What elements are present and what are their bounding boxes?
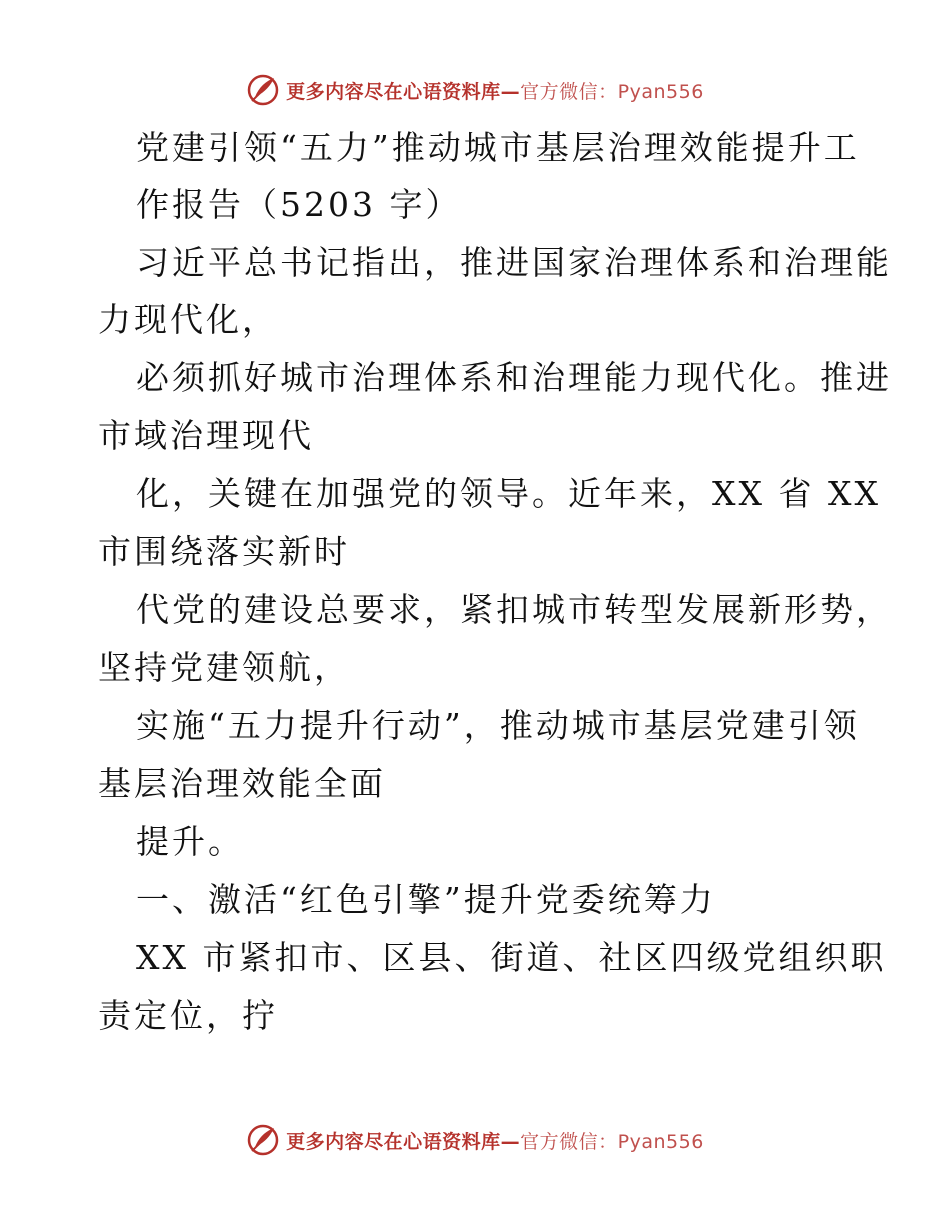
watermark-text: 更多内容尽在心语资料库— xyxy=(286,80,521,103)
paragraph-line: 市围绕落实新时 xyxy=(98,532,350,571)
paragraph-line: 基层治理效能全面 xyxy=(98,764,386,803)
watermark-wechat: 官方微信：Pyan556 xyxy=(520,1130,704,1153)
document-title-line: 作报告（5203 字） xyxy=(136,185,462,224)
paragraph-line: 坚持党建领航， xyxy=(98,648,350,687)
paragraph-line: 责定位，拧 xyxy=(98,996,278,1035)
paragraph-line: 市域治理现代 xyxy=(98,416,314,455)
paragraph-line: 实施“五力提升行动”，推动城市基层党建引领 xyxy=(136,706,860,745)
paragraph-line: 提升。 xyxy=(136,822,244,861)
document-title-line: 党建引领“五力”推动城市基层治理效能提升工 xyxy=(136,128,860,167)
paragraph-line: XX 市紧扣市、区县、街道、社区四级党组织职 xyxy=(136,938,887,977)
feather-quill-logo-icon xyxy=(246,1123,280,1157)
watermark-wechat: 官方微信：Pyan556 xyxy=(520,80,704,103)
watermark-text: 更多内容尽在心语资料库— xyxy=(286,1130,521,1153)
paragraph-line: 代党的建设总要求，紧扣城市转型发展新形势， xyxy=(136,590,892,629)
section-heading: 一、激活“红色引擎”提升党委统筹力 xyxy=(136,880,716,919)
footer-watermark xyxy=(0,1120,950,1160)
paragraph-line: 习近平总书记指出，推进国家治理体系和治理能 xyxy=(136,243,892,282)
paragraph-line: 必须抓好城市治理体系和治理能力现代化。推进 xyxy=(136,358,892,397)
paragraph-line: 力现代化， xyxy=(98,300,278,339)
paragraph-line: 化，关键在加强党的领导。近年来，XX 省 XX xyxy=(136,474,881,513)
